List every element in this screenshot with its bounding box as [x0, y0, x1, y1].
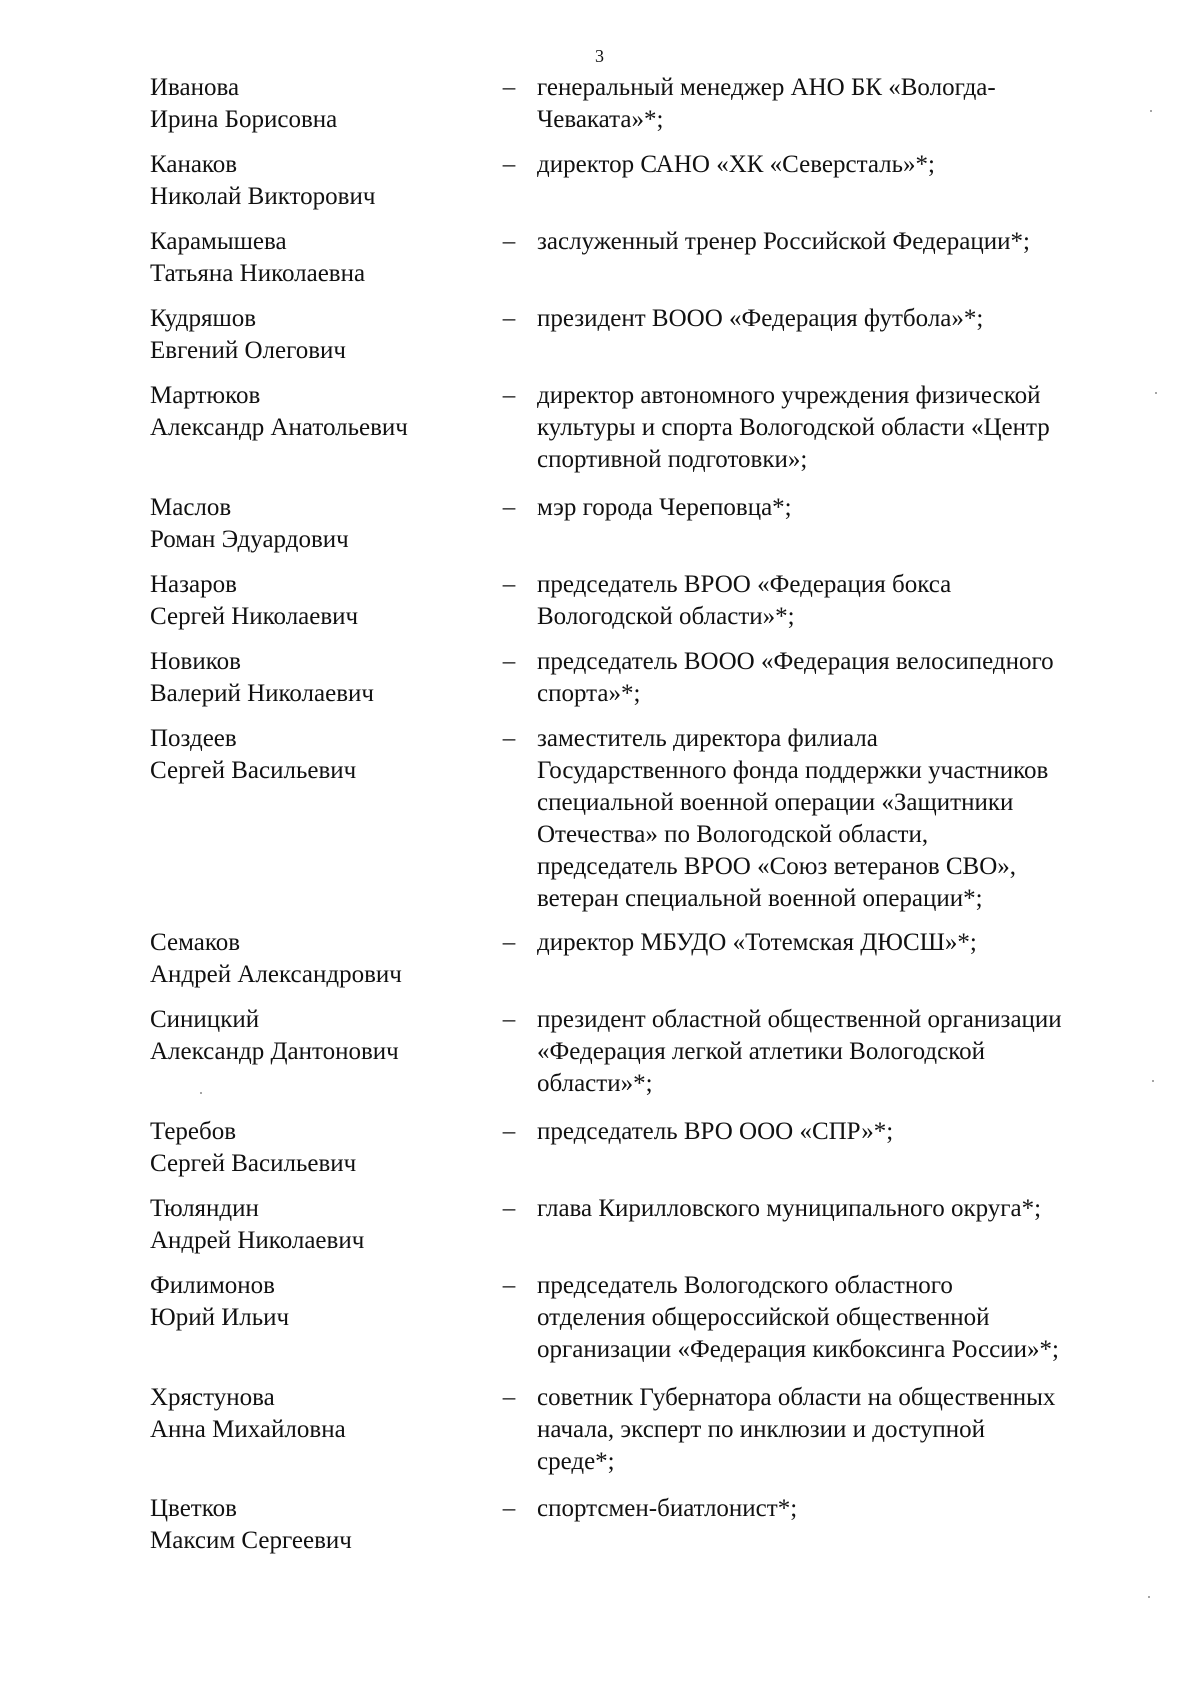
- entry-dash: –: [502, 1384, 516, 1411]
- entry-dash: –: [502, 725, 516, 752]
- member-position: [537, 72, 1147, 136]
- position-line: председатель ВРОО «Союз ветеранов СВО»,: [537, 853, 1017, 880]
- member-entry: [0, 1004, 1200, 1097]
- member-entry: [0, 226, 1200, 306]
- member-name: [150, 1116, 470, 1180]
- entry-dash: –: [502, 1118, 516, 1145]
- member-name: [150, 226, 470, 290]
- position-line: среде*;: [537, 1448, 615, 1475]
- member-entry: [0, 303, 1200, 383]
- member-position: [537, 1116, 1147, 1148]
- position-line: председатель ВООО «Федерация велосипедного: [537, 648, 1054, 675]
- member-entry: [0, 149, 1200, 229]
- member-surname: Кудряшов: [150, 305, 256, 332]
- member-given-names: Юрий Ильич: [150, 1304, 290, 1331]
- member-position: [537, 1193, 1147, 1225]
- member-position: [537, 226, 1147, 258]
- member-surname: Новиков: [150, 648, 241, 675]
- member-surname: Канаков: [150, 151, 238, 178]
- position-line: директор МБУДО «Тотемская ДЮСШ»*;: [537, 929, 977, 956]
- member-given-names: Анна Михайловна: [150, 1416, 346, 1443]
- position-line: организации «Федерация кикбоксинга России»*;: [537, 1336, 1059, 1363]
- entry-dash: –: [502, 929, 516, 956]
- member-surname: Назаров: [150, 571, 237, 598]
- member-position: [537, 1493, 1147, 1525]
- position-line: президент областной общественной организации: [537, 1006, 1062, 1033]
- member-entry: [0, 1270, 1200, 1363]
- member-position: [537, 569, 1147, 633]
- member-surname: Синицкий: [150, 1006, 260, 1033]
- member-entry: [0, 1193, 1200, 1273]
- page-number: 3: [595, 46, 605, 66]
- member-name: [150, 492, 470, 556]
- position-line: заместитель директора филиала: [537, 725, 878, 752]
- entry-dash: –: [502, 74, 516, 101]
- position-line: спортивной подготовки»;: [537, 446, 808, 473]
- member-given-names: Максим Сергеевич: [150, 1527, 352, 1554]
- member-name: [150, 380, 470, 444]
- member-given-names: Евгений Олегович: [150, 337, 346, 364]
- member-name: [150, 1493, 470, 1557]
- member-name: [150, 646, 470, 710]
- member-entry: [0, 1382, 1200, 1475]
- position-line: области»*;: [537, 1070, 653, 1097]
- member-surname: Теребов: [150, 1118, 237, 1145]
- position-line: президент ВООО «Федерация футбола»*;: [537, 305, 984, 332]
- position-line: глава Кирилловского муниципального округа*;: [537, 1195, 1042, 1222]
- position-line: председатель Вологодского областного: [537, 1272, 953, 1299]
- position-line: «Федерация легкой атлетики Вологодской: [537, 1038, 985, 1065]
- position-line: председатель ВРО ООО «СПР»*;: [537, 1118, 894, 1145]
- entry-dash: –: [502, 1272, 516, 1299]
- member-name: [150, 1193, 470, 1257]
- position-line: Чеваката»*;: [537, 106, 664, 133]
- member-surname: Тюляндин: [150, 1195, 259, 1222]
- position-line: ветеран специальной военной операции*;: [537, 885, 983, 912]
- member-name: [150, 1004, 470, 1068]
- member-given-names: Сергей Васильевич: [150, 1150, 357, 1177]
- member-entry: [0, 380, 1200, 473]
- member-given-names: Николай Викторович: [150, 183, 376, 210]
- member-name: [150, 149, 470, 213]
- member-name: [150, 927, 470, 991]
- position-line: начала, эксперт по инклюзии и доступной: [537, 1416, 985, 1443]
- position-line: спортсмен-биатлонист*;: [537, 1495, 798, 1522]
- member-entry: [0, 1493, 1200, 1573]
- member-given-names: Александр Анатольевич: [150, 414, 408, 441]
- member-position: [537, 927, 1147, 959]
- member-surname: Цветков: [150, 1495, 237, 1522]
- position-line: Государственного фонда поддержки участников: [537, 757, 1049, 784]
- member-surname: Хрястунова: [150, 1384, 275, 1411]
- member-position: [537, 149, 1147, 181]
- member-surname: Поздеев: [150, 725, 237, 752]
- member-name: [150, 723, 470, 787]
- entry-dash: –: [502, 1195, 516, 1222]
- entry-dash: –: [502, 571, 516, 598]
- member-given-names: Андрей Александрович: [150, 961, 402, 988]
- position-line: заслуженный тренер Российской Федерации*;: [537, 228, 1030, 255]
- member-position: [537, 723, 1147, 915]
- position-line: мэр города Череповца*;: [537, 494, 792, 521]
- scan-speck: [1150, 110, 1152, 112]
- member-name: [150, 1270, 470, 1334]
- entry-dash: –: [502, 1006, 516, 1033]
- position-line: отделения общероссийской общественной: [537, 1304, 990, 1331]
- member-surname: Иванова: [150, 74, 240, 101]
- member-position: [537, 492, 1147, 524]
- member-surname: Карамышева: [150, 228, 287, 255]
- member-entry: [0, 569, 1200, 649]
- position-line: председатель ВРОО «Федерация бокса: [537, 571, 952, 598]
- member-position: [537, 303, 1147, 335]
- entry-dash: –: [502, 305, 516, 332]
- member-given-names: Роман Эдуардович: [150, 526, 349, 553]
- member-given-names: Ирина Борисовна: [150, 106, 338, 133]
- entry-dash: –: [502, 228, 516, 255]
- member-surname: Мартюков: [150, 382, 261, 409]
- position-line: Вологодской области»*;: [537, 603, 795, 630]
- entry-dash: –: [502, 1495, 516, 1522]
- member-given-names: Татьяна Николаевна: [150, 260, 366, 287]
- scan-speck: [1152, 1080, 1154, 1082]
- scan-speck: [200, 1092, 202, 1094]
- member-surname: Семаков: [150, 929, 241, 956]
- scan-speck: [1148, 1596, 1150, 1598]
- member-entry: [0, 723, 1200, 912]
- member-given-names: Сергей Васильевич: [150, 757, 357, 784]
- member-position: [537, 380, 1147, 476]
- position-line: спорта»*;: [537, 680, 641, 707]
- entry-dash: –: [502, 382, 516, 409]
- position-line: советник Губернатора области на общественных: [537, 1384, 1056, 1411]
- entry-dash: –: [502, 151, 516, 178]
- member-entry: [0, 927, 1200, 1007]
- member-position: [537, 1270, 1147, 1366]
- member-entry: [0, 72, 1200, 152]
- member-entry: [0, 646, 1200, 726]
- member-given-names: Александр Дантонович: [150, 1038, 399, 1065]
- member-surname: Маслов: [150, 494, 232, 521]
- member-name: [150, 303, 470, 367]
- position-line: директор САНО «ХК «Северсталь»*;: [537, 151, 935, 178]
- entry-dash: –: [502, 494, 516, 521]
- member-position: [537, 1382, 1147, 1478]
- position-line: культуры и спорта Вологодской области «Центр: [537, 414, 1050, 441]
- position-line: директор автономного учреждения физической: [537, 382, 1041, 409]
- position-line: генеральный менеджер АНО БК «Вологда-: [537, 74, 996, 101]
- member-entry: [0, 1116, 1200, 1196]
- position-line: специальной военной операции «Защитники: [537, 789, 1014, 816]
- member-name: [150, 569, 470, 633]
- member-given-names: Андрей Николаевич: [150, 1227, 365, 1254]
- member-position: [537, 646, 1147, 710]
- member-name: [150, 1382, 470, 1446]
- member-entry: [0, 492, 1200, 572]
- entry-dash: –: [502, 648, 516, 675]
- scan-speck: [1155, 392, 1157, 394]
- member-given-names: Валерий Николаевич: [150, 680, 374, 707]
- member-name: [150, 72, 470, 136]
- member-position: [537, 1004, 1147, 1100]
- member-given-names: Сергей Николаевич: [150, 603, 359, 630]
- member-surname: Филимонов: [150, 1272, 275, 1299]
- position-line: Отечества» по Вологодской области,: [537, 821, 929, 848]
